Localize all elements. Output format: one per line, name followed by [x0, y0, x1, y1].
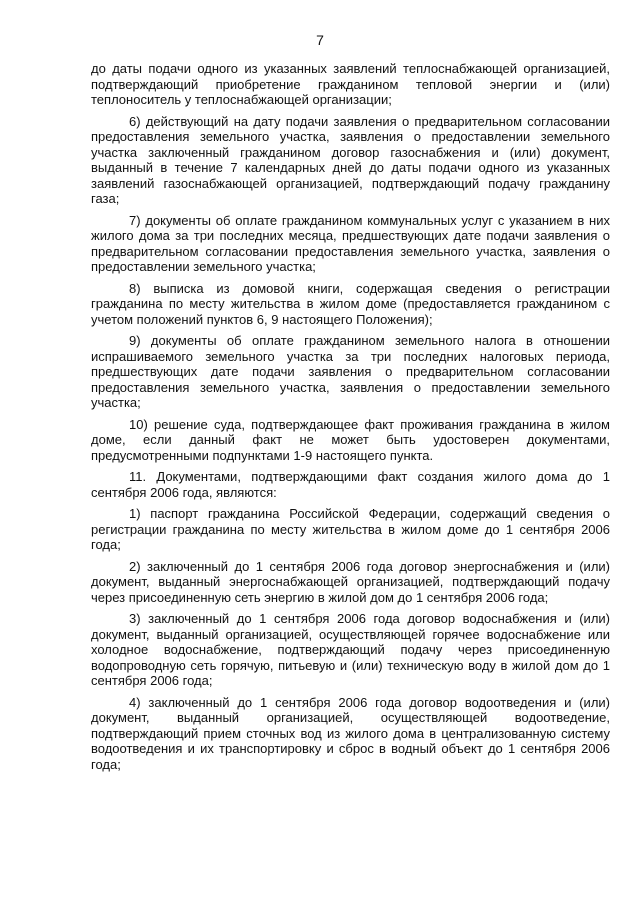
paragraph-section-11: 11. Документами, подтверждающими факт создания жилого дома до 1 сентября 2006 года, являются:	[91, 469, 610, 500]
paragraph-item-6: 6) действующий на дату подачи заявления о предварительном согласовании предоставления земельного участка, заявления о предоставлении земельного участка заключенный гражданином договор газоснабжения и (или) документ, выданный в течение 7 календарных дней до даты подачи одного из указанных заявлений газоснабжающей организацией, подтверждающий подачу гражданину газа;	[91, 113, 610, 206]
paragraph-section-11-item-3: 3) заключенный до 1 сентября 2006 года договор водоснабжения и (или) документ, выданный организацией, осуществляющей горячее водоснабжение или холодное водоснабжение, подтверждающий подачу через присоединенную водопроводную сеть горячую, питьевую и (или) техническую воду в жилой дом до 1 сентября 2006 года;	[91, 611, 610, 688]
paragraph-section-11-item-4: 4) заключенный до 1 сентября 2006 года договор водоотведения и (или) документ, выданный организацией, осуществляющей водоотведение, подтверждающий прием сточных вод из жилого дома в централизованную систему водоотведения и их транспортировку и сброс в водный объект до 1 сентября 2006 года;	[91, 694, 610, 772]
paragraph-continuation: до даты подачи одного из указанных заявлений теплоснабжающей организацией, подтверждающий приобретение гражданином тепловой энергии и (или) теплоноситель у теплоснабжающей организации;	[91, 61, 610, 107]
paragraph-section-11-item-1: 1) паспорт гражданина Российской Федерации, содержащий сведения о регистрации гражданина по месту жительства в жилом доме до 1 сентября 2006 года;	[91, 506, 610, 552]
paragraph-item-8: 8) выписка из домовой книги, содержащая сведения о регистрации гражданина по месту жительства в жилом доме (предоставляется гражданином с учетом положений пунктов 6, 9 настоящего Положения);	[91, 280, 610, 327]
page-number: 7	[316, 32, 324, 48]
paragraph-section-11-item-2: 2) заключенный до 1 сентября 2006 года договор энергоснабжения и (или) документ, выданный энергоснабжающей организацией, подтверждающий подачу через присоединенную сеть энергию в жилой дом до 1 сентября 2006 года;	[91, 558, 610, 605]
document-body	[91, 61, 610, 778]
paragraph-item-7: 7) документы об оплате гражданином коммунальных услуг с указанием в них жилого дома за три последних месяца, предшествующих дате подачи заявления о предварительном согласовании предоставления земельного участка, заявления о предоставлении земельного участка;	[91, 212, 610, 274]
paragraph-item-10: 10) решение суда, подтверждающее факт проживания гражданина в жилом доме, если данный факт не может быть удостоверен документами, предусмотренными подпунктами 1-9 настоящего пункта.	[91, 416, 610, 463]
paragraph-item-9: 9) документы об оплате гражданином земельного налога в отношении испрашиваемого земельного участка за три последних налоговых периода, предшествующих дате подачи заявления о предварительном согласовании предоставления земельного участка, заявления о предоставлении земельного участка;	[91, 333, 610, 410]
